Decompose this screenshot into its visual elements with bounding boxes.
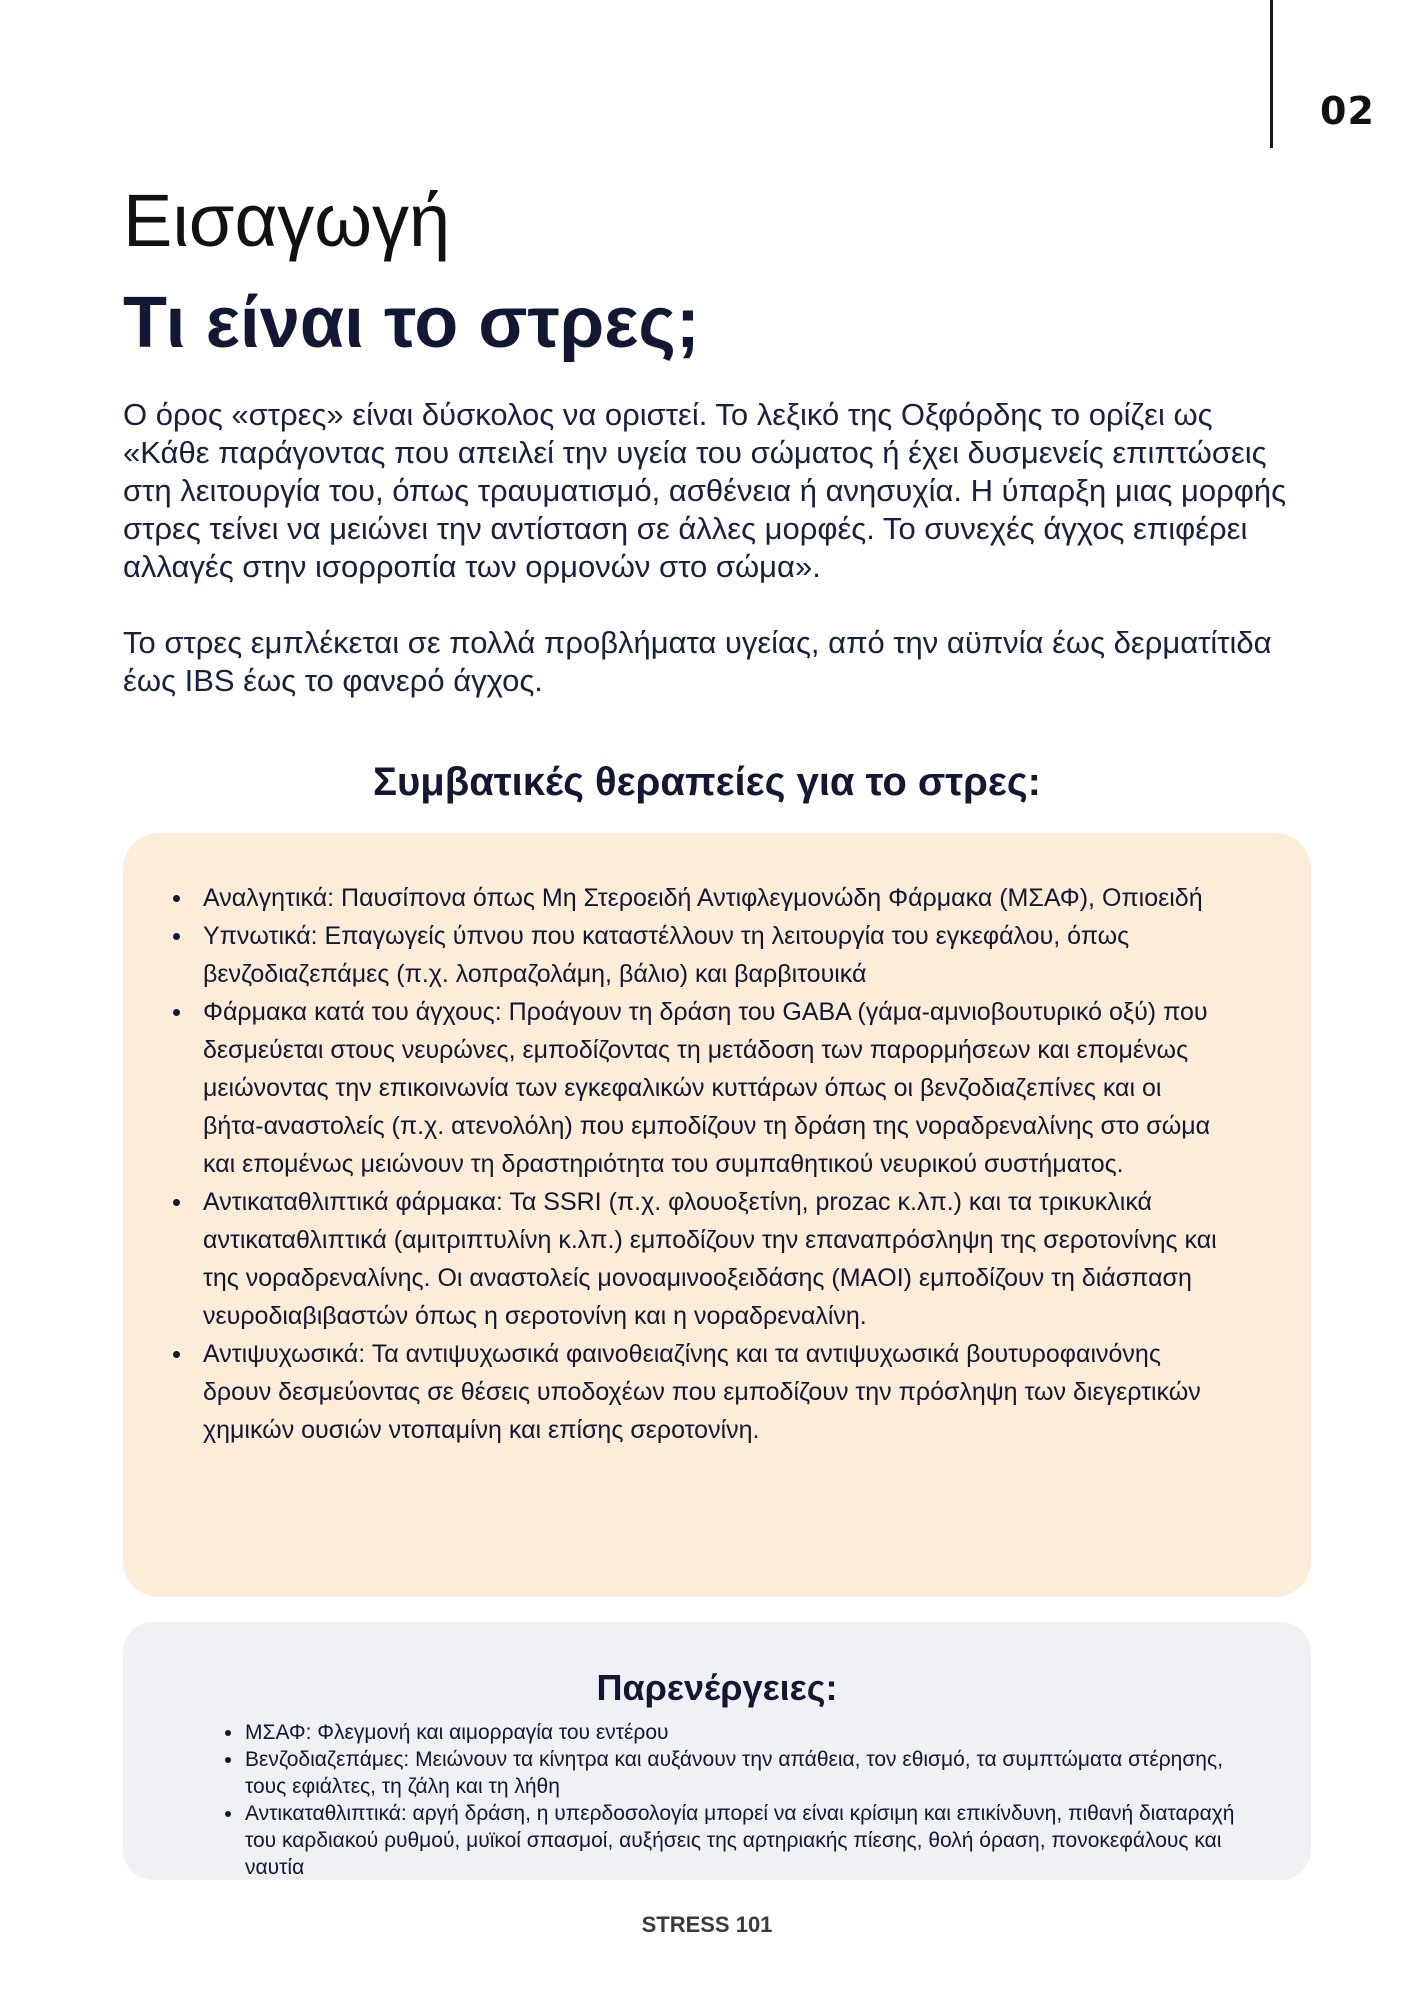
list-item-text: Φάρμακα κατά του άγχους: Προάγουν τη δράση του GABA (γάμα-αμνιοβουτυρικό οξύ) που δεσμεύεται στους νευρώνες, εμποδίζοντας τη μετάδοση των παρορμήσεων και επομένως μειώνοντας την επικοινωνία των εγκεφαλικών κυττάρων όπως οι βενζοδιαζεπίνες και οι βήτα-αναστολείς (π.χ. ατενολόλη) που εμποδίζουν τη δράση της νοραδρεναλίνης στο σώμα και επομένως μειώνουν τη δραστηριότητα του συμπαθητικού νευρικού συστήματος. xyxy=(203,998,1211,1178)
list-item-text: Αντικαταθλιπτικά: αργή δράση, η υπερδοσολογία μπορεί να είναι κρίσιμη και επικίνδυνη, πιθανή διαταραχή του καρδιακού ρυθμού, μυϊκοί σπασμοί, αυξήσεις της αρτηριακής πίεσης, θολή όραση, πονοκεφάλους και ναυτία xyxy=(245,1802,1235,1880)
bullet-icon xyxy=(225,1811,231,1817)
list-item xyxy=(203,993,1221,1183)
list-item xyxy=(203,917,1221,993)
header-divider-line xyxy=(1270,0,1273,148)
side-effects-heading: Παρενέργειες: xyxy=(596,1667,838,1708)
list-item-text: ΜΣΑΦ: Φλεγμονή και αιμορραγία του εντέρου xyxy=(245,1721,669,1745)
bullet-icon xyxy=(173,1009,180,1016)
list-item-text: Αναλγητικά: Παυσίπονα όπως Μη Στεροειδή Αντιφλεγμονώδη Φάρμακα (ΜΣΑΦ), Οπιοειδή xyxy=(203,884,1203,912)
side-effects-list xyxy=(193,1719,1251,1881)
list-item-text: Αντιψυχωσικά: Τα αντιψυχωσικά φαινοθειαζίνης και τα αντιψυχωσικά βουτυροφαινόνης δρουν δεσμεύοντας σε θέσεις υποδοχέων που εμποδίζουν την πρόσληψη των διεγερτικών χημικών ουσιών ντοπαμίνη και επίσης σεροτονίνη. xyxy=(203,1340,1201,1444)
side-effects-box xyxy=(123,1622,1311,1880)
list-item xyxy=(203,1183,1221,1335)
list-item xyxy=(193,1719,1251,1746)
list-item xyxy=(203,1335,1221,1449)
intro-paragraph: Το στρες εμπλέκεται σε πολλά προβλήματα υγείας, από την αϋπνία έως δερματίτιδα έως IBS έως το φανερό άγχος. xyxy=(123,625,1272,698)
list-item-text: Αντικαταθλιπτικά φάρμακα: Τα SSRI (π.χ. φλουοξετίνη, prozac κ.λπ.) και τα τρικυκλικά αντικαταθλιπτικά (αμιτριπτυλίνη κ.λπ.) εμποδίζουν την επαναπρόσληψη της σεροτονίνης και της νοραδρεναλίνης. Οι αναστολείς μονοαμινοοξειδάσης (MAOI) εμποδίζουν τη διάσπαση νευροδιαβιβαστών όπως η σεροτονίνη και η νοραδρεναλίνη. xyxy=(203,1188,1217,1330)
bullet-icon xyxy=(225,1757,231,1763)
treatments-list xyxy=(203,879,1221,1449)
intro-paragraph: Ο όρος «στρες» είναι δύσκολος να οριστεί. Το λεξικό της Οξφόρδης το ορίζει ως «Κάθε παράγοντας που απειλεί την υγεία του σώματος ή έχει δυσμενείς επιπτώσεις στη λειτουργία του, όπως τραυματισμό, ασθένεια ή ανησυχία. Η ύπαρξη μιας μορφής στρες τείνει να μειώνει την αντίσταση σε άλλες μορφές. Το συνεχές άγχος επιφέρει αλλαγές στην ισορροπία των ορμονών στο σώμα». xyxy=(123,397,1287,584)
footer-label: STRESS 101 xyxy=(641,1912,773,1937)
list-item xyxy=(193,1800,1251,1881)
bullet-icon xyxy=(173,933,180,940)
treatments-box xyxy=(123,833,1311,1597)
intro-text xyxy=(123,396,1293,738)
bullet-icon xyxy=(173,895,180,902)
list-item xyxy=(193,1746,1251,1800)
list-item xyxy=(203,879,1221,917)
bullet-icon xyxy=(225,1730,231,1736)
treatments-heading: Συμβατικές θεραπείες για το στρες: xyxy=(373,760,1041,804)
page-number: 02 xyxy=(1320,89,1375,133)
section-label: Εισαγωγή xyxy=(123,179,451,262)
bullet-icon xyxy=(173,1351,180,1358)
page-title: Τι είναι το στρες; xyxy=(123,283,700,363)
bullet-icon xyxy=(173,1199,180,1206)
list-item-text: Υπνωτικά: Επαγωγείς ύπνου που καταστέλλουν τη λειτουργία του εγκεφάλου, όπως βενζοδιαζεπάμες (π.χ. λοπραζολάμη, βάλιο) και βαρβιτουικά xyxy=(203,922,1130,988)
list-item-text: Βενζοδιαζεπάμες: Μειώνουν τα κίνητρα και αυξάνουν την απάθεια, τον εθισμό, τα συμπτώματα στέρησης, τους εφιάλτες, τη ζάλη και τη λήθη xyxy=(245,1748,1223,1799)
